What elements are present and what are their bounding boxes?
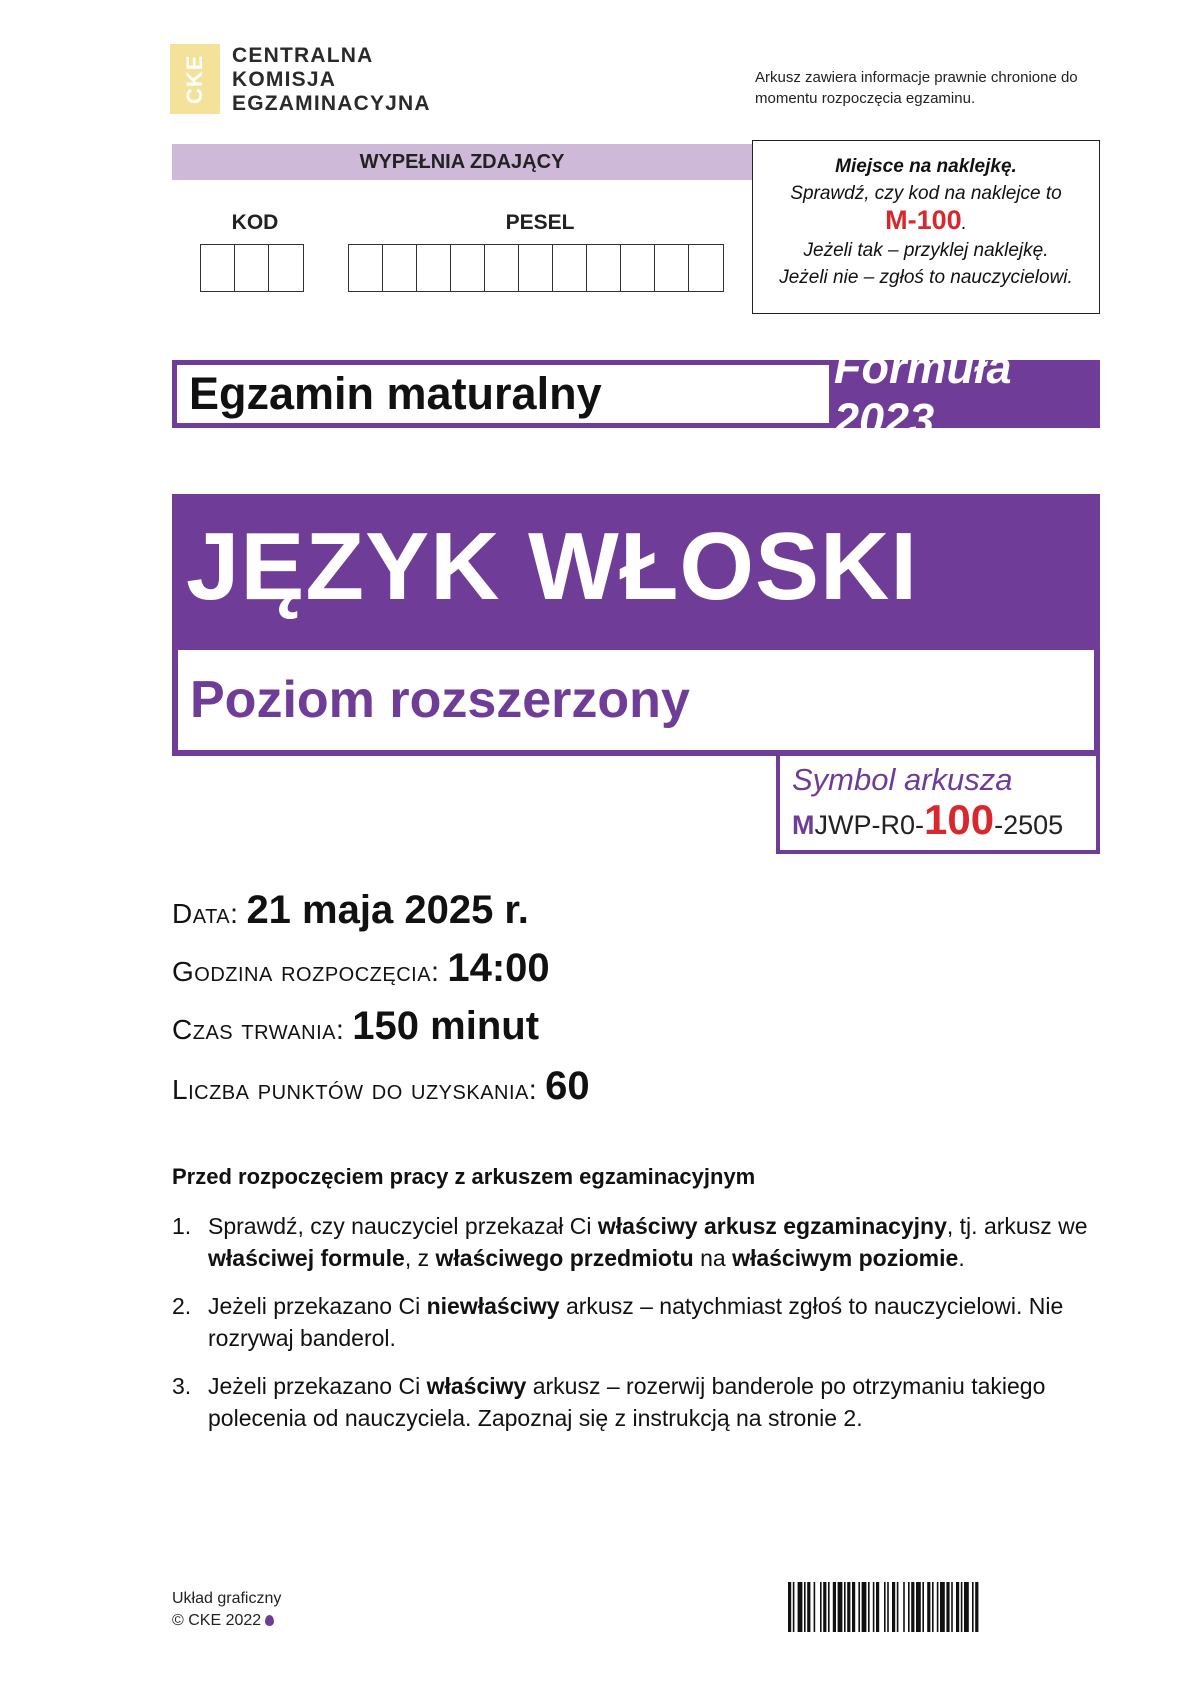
footer (172, 1588, 281, 1632)
pesel-box[interactable] (451, 245, 485, 291)
drop-icon (265, 1615, 274, 1626)
symbol-highlight: 100 (924, 796, 995, 843)
exam-banner (172, 342, 1100, 445)
barcode-bar (884, 1582, 886, 1632)
barcode-bar (788, 1582, 791, 1632)
sheet-symbol-label: Symbol arkusza (792, 762, 1013, 797)
info-duration (172, 1004, 539, 1049)
barcode-bar (833, 1582, 836, 1632)
legal-notice: Arkusz zawiera informacje prawnie chronione do momentu rozpoczęcia egzaminu. (755, 69, 1078, 107)
sheet-symbol-code (792, 798, 1096, 847)
logo-line-3: EGZAMINACYJNA (232, 92, 431, 115)
barcode-bar (940, 1582, 945, 1632)
exam-level: Poziom rozszerzony (178, 650, 1094, 750)
barcode-bar (892, 1582, 895, 1632)
subject-title: JĘZYK WŁOSKI (186, 513, 919, 620)
exam-name: Egzamin maturalny (176, 364, 830, 424)
sticker-line-2: Jeżeli tak – przyklej naklejkę. (803, 240, 1049, 261)
instruction-text: Sprawdź, czy nauczyciel przekazał Ci właściwy arkusz egzaminacyjny, tj. arkusz we właściwej formule, z właściwego przedmiotu na właściwym poziomie. (208, 1213, 1088, 1271)
pesel-box[interactable] (383, 245, 417, 291)
barcode-bar (927, 1582, 930, 1632)
sticker-code: M-100 (885, 205, 962, 235)
instruction-text: Jeżeli przekazano Ci niewłaściwy arkusz – natychmiast zgłoś to nauczycielowi. Nie rozrywaj banderol. (208, 1293, 1064, 1351)
pesel-box[interactable] (587, 245, 621, 291)
barcode-bar (975, 1582, 978, 1632)
sticker-line-3: Jeżeli nie – zgłoś to nauczycielowi. (779, 267, 1073, 288)
barcode-bar (937, 1582, 939, 1632)
barcode-bar (964, 1582, 969, 1632)
pesel-input-boxes[interactable] (348, 244, 724, 292)
barcode-bar (823, 1582, 826, 1632)
sticker-code-suffix: . (961, 213, 967, 234)
barcode-bar (897, 1582, 899, 1632)
info-points (172, 1064, 590, 1109)
info-date-value: 21 maja 2025 r. (246, 888, 529, 932)
info-points-key: Liczba punktów do uzyskania: (172, 1074, 538, 1105)
pesel-box[interactable] (519, 245, 553, 291)
pesel-label: PESEL (505, 211, 575, 234)
kod-box[interactable] (201, 245, 235, 291)
sticker-line-1: Sprawdź, czy kod na naklejce to (790, 183, 1062, 204)
sticker-area (752, 140, 1100, 314)
barcode-bar (956, 1582, 959, 1632)
barcode-bar (887, 1582, 889, 1632)
barcode-bar (916, 1582, 921, 1632)
subject-block (172, 494, 1100, 756)
barcode-bar (946, 1582, 949, 1632)
symbol-prefix-rest: JWP-R0- (814, 810, 924, 840)
candidate-fill-header: WYPEŁNIA ZDAJĄCY (172, 144, 752, 180)
pesel-box[interactable] (655, 245, 689, 291)
instruction-number: 1. (172, 1213, 192, 1239)
pesel-box[interactable] (417, 245, 451, 291)
kod-box[interactable] (235, 245, 269, 291)
pesel-box[interactable] (553, 245, 587, 291)
logo-line-1: CENTRALNA (232, 44, 374, 67)
cke-logo (170, 44, 460, 118)
kod-label: KOD (231, 211, 279, 234)
pesel-box[interactable] (485, 245, 519, 291)
instruction-item (172, 1370, 1092, 1434)
instructions-title: Przed rozpoczęciem pracy z arkuszem egzaminacyjnym (172, 1164, 756, 1189)
symbol-prefix-m: M (792, 810, 815, 840)
barcode-bar (847, 1582, 850, 1632)
logo-mark-text: CKE (182, 54, 207, 104)
kod-box[interactable] (269, 245, 303, 291)
instruction-number: 2. (172, 1293, 192, 1319)
barcode-bar (844, 1582, 846, 1632)
barcode-bar (820, 1582, 822, 1632)
barcode-bar (876, 1582, 879, 1632)
barcode-bar (868, 1582, 870, 1632)
barcode (788, 1582, 1080, 1632)
barcode-bar (838, 1582, 843, 1632)
barcode-bar (873, 1582, 875, 1632)
barcode-bar (828, 1582, 830, 1632)
exam-formula: Formuła 2023 (834, 342, 1012, 445)
pesel-box[interactable] (349, 245, 383, 291)
info-date-key: Data: (172, 898, 239, 929)
barcode-bar (903, 1582, 905, 1632)
sheet-symbol-box (776, 756, 1100, 854)
info-duration-value: 150 minut (352, 1004, 540, 1048)
barcode-bar (972, 1582, 974, 1632)
instruction-number: 3. (172, 1373, 192, 1399)
instruction-item (172, 1210, 1092, 1274)
info-start-time (172, 946, 550, 991)
info-time-value: 14:00 (447, 946, 550, 990)
instruction-text: Jeżeli przekazano Ci właściwy arkusz – rozerwij banderole po otrzymaniu takiego polecenia od nauczyciela. Zapoznaj się z instrukcją na stronie 2. (208, 1373, 1046, 1431)
barcode-bar (798, 1582, 803, 1632)
logo-line-2: KOMISJA (232, 68, 337, 91)
instructions-list (172, 1210, 1092, 1450)
pesel-box[interactable] (621, 245, 655, 291)
kod-input-boxes[interactable] (200, 244, 304, 292)
footer-line-2: © CKE 2022 (172, 1612, 262, 1629)
barcode-bar (793, 1582, 795, 1632)
symbol-suffix: -2505 (994, 810, 1064, 840)
barcode-bar (932, 1582, 934, 1632)
footer-line-1: Układ graficzny (172, 1590, 282, 1607)
barcode-bar (814, 1582, 816, 1632)
barcode-bar (858, 1582, 860, 1632)
barcode-bar (951, 1582, 953, 1632)
pesel-box[interactable] (689, 245, 723, 291)
barcode-bar (911, 1582, 914, 1632)
info-time-key: Godzina rozpoczęcia: (172, 956, 440, 987)
barcode-bar (852, 1582, 855, 1632)
sticker-title: Miejsce na naklejkę. (835, 156, 1017, 177)
info-date (172, 888, 529, 933)
barcode-bar (961, 1582, 963, 1632)
barcode-bar (804, 1582, 806, 1632)
barcode-bar (908, 1582, 910, 1632)
info-points-value: 60 (545, 1064, 590, 1108)
instruction-item (172, 1290, 1092, 1354)
info-duration-key: Czas trwania: (172, 1014, 345, 1045)
barcode-bar (862, 1582, 867, 1632)
barcode-bar (922, 1582, 924, 1632)
barcode-bar (807, 1582, 810, 1632)
